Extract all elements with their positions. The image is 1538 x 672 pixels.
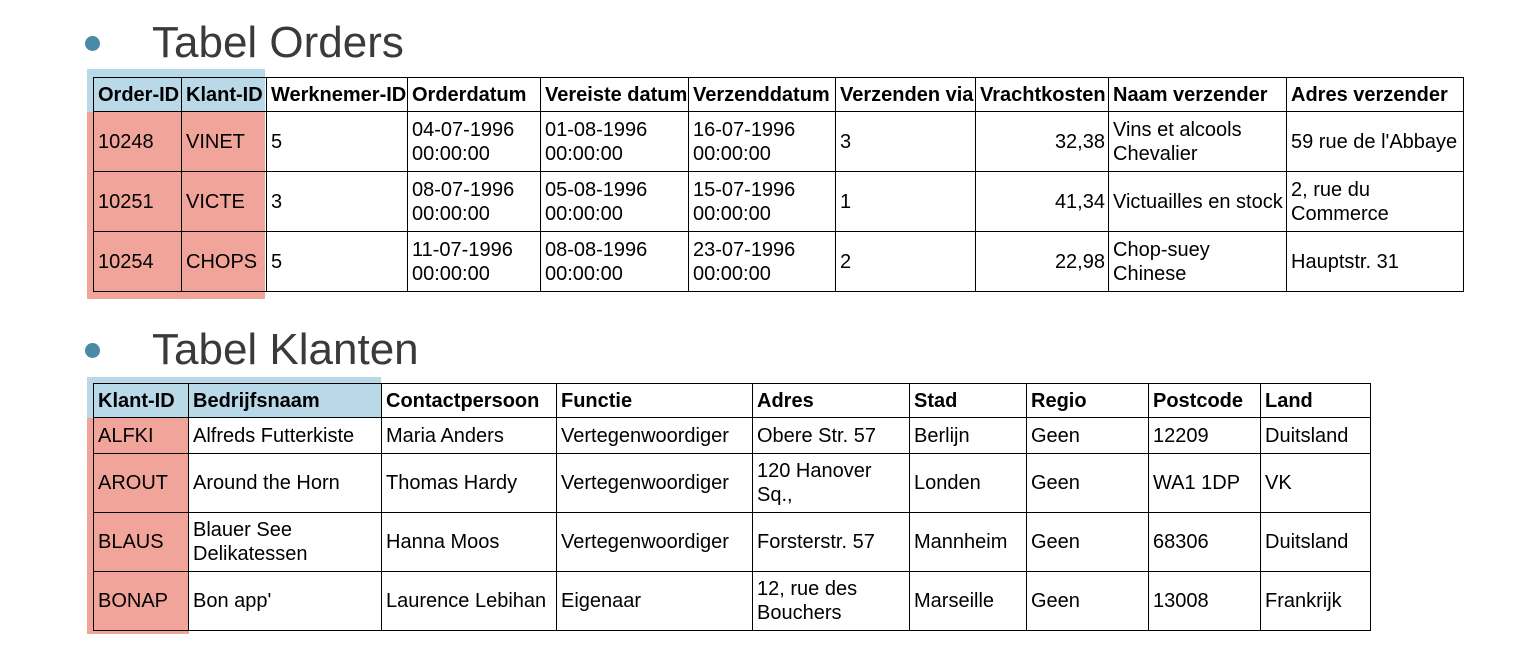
table-cell: VK: [1261, 454, 1371, 513]
table-cell: 120 Hanover Sq.,: [753, 454, 910, 513]
table-cell: Mannheim: [910, 513, 1027, 572]
column-header: Verzenden via: [836, 78, 976, 112]
table-cell: Around the Horn: [189, 454, 382, 513]
table-cell: 2, rue du Commerce: [1287, 172, 1464, 232]
table-cell: VINET: [182, 112, 267, 172]
table-cell: 08-07-1996 00:00:00: [408, 172, 541, 232]
table-cell: 5: [267, 232, 408, 292]
column-header: Stad: [910, 384, 1027, 418]
table-cell: Maria Anders: [382, 418, 557, 454]
orders-header-row: [94, 78, 1464, 112]
table-cell: 12209: [1149, 418, 1261, 454]
bullet-icon: [85, 343, 100, 358]
table-cell: Blauer See Delikatessen: [189, 513, 382, 572]
table-cell: AROUT: [94, 454, 189, 513]
klanten-heading: Tabel Klanten: [152, 325, 419, 374]
table-cell: Geen: [1027, 418, 1149, 454]
table-cell: 10254: [94, 232, 182, 292]
table-cell: Geen: [1027, 572, 1149, 631]
table-cell: BLAUS: [94, 513, 189, 572]
orders-heading: Tabel Orders: [152, 18, 404, 67]
table-cell: Hauptstr. 31: [1287, 232, 1464, 292]
table-cell: Geen: [1027, 454, 1149, 513]
column-header: Vereiste datum: [541, 78, 689, 112]
table-cell: BONAP: [94, 572, 189, 631]
column-header: Land: [1261, 384, 1371, 418]
table-row: [94, 232, 1464, 292]
table-cell: VICTE: [182, 172, 267, 232]
table-cell: Londen: [910, 454, 1027, 513]
table-cell: WA1 1DP: [1149, 454, 1261, 513]
table-row: [94, 172, 1464, 232]
klanten-header-row: [94, 384, 1371, 418]
table-cell: 13008: [1149, 572, 1261, 631]
table-cell: 32,38: [976, 112, 1109, 172]
column-header: Contactpersoon: [382, 384, 557, 418]
table-cell: 1: [836, 172, 976, 232]
table-cell: 16-07-1996 00:00:00: [689, 112, 836, 172]
table-cell: Berlijn: [910, 418, 1027, 454]
table-cell: Vertegenwoordiger: [557, 418, 753, 454]
table-cell: 04-07-1996 00:00:00: [408, 112, 541, 172]
table-cell: Hanna Moos: [382, 513, 557, 572]
table-cell: Vertegenwoordiger: [557, 513, 753, 572]
bullet-icon: [85, 36, 100, 51]
table-cell: 05-08-1996 00:00:00: [541, 172, 689, 232]
column-header: Verzenddatum: [689, 78, 836, 112]
table-cell: 23-07-1996 00:00:00: [689, 232, 836, 292]
column-header: Orderdatum: [408, 78, 541, 112]
table-cell: 3: [836, 112, 976, 172]
table-row: [94, 112, 1464, 172]
column-header: Naam verzender: [1109, 78, 1287, 112]
table-cell: Bon app': [189, 572, 382, 631]
table-cell: 59 rue de l'Abbaye: [1287, 112, 1464, 172]
column-header: Postcode: [1149, 384, 1261, 418]
table-cell: Laurence Lebihan: [382, 572, 557, 631]
column-header: Vrachtkosten: [976, 78, 1109, 112]
table-row: [94, 454, 1371, 513]
table-row: [94, 572, 1371, 631]
table-cell: 15-07-1996 00:00:00: [689, 172, 836, 232]
table-cell: 12, rue des Bouchers: [753, 572, 910, 631]
table-cell: 2: [836, 232, 976, 292]
table-cell: Duitsland: [1261, 513, 1371, 572]
column-header: Order-ID: [94, 78, 182, 112]
table-cell: 3: [267, 172, 408, 232]
table-cell: Duitsland: [1261, 418, 1371, 454]
table-cell: Chop-suey Chinese: [1109, 232, 1287, 292]
table-row: [94, 418, 1371, 454]
column-header: Functie: [557, 384, 753, 418]
table-cell: 10251: [94, 172, 182, 232]
table-cell: Eigenaar: [557, 572, 753, 631]
table-cell: Thomas Hardy: [382, 454, 557, 513]
orders-table: [93, 77, 1464, 292]
table-cell: Marseille: [910, 572, 1027, 631]
table-cell: Forsterstr. 57: [753, 513, 910, 572]
table-cell: 01-08-1996 00:00:00: [541, 112, 689, 172]
table-cell: Alfreds Futterkiste: [189, 418, 382, 454]
table-cell: 22,98: [976, 232, 1109, 292]
table-cell: Vins et alcools Chevalier: [1109, 112, 1287, 172]
column-header: Adres verzender: [1287, 78, 1464, 112]
column-header: Regio: [1027, 384, 1149, 418]
klanten-table: [93, 383, 1371, 631]
table-cell: Obere Str. 57: [753, 418, 910, 454]
table-cell: 10248: [94, 112, 182, 172]
table-cell: Geen: [1027, 513, 1149, 572]
table-cell: Victuailles en stock: [1109, 172, 1287, 232]
table-cell: 41,34: [976, 172, 1109, 232]
column-header: Klant-ID: [94, 384, 189, 418]
table-cell: Frankrijk: [1261, 572, 1371, 631]
column-header: Werknemer-ID: [267, 78, 408, 112]
column-header: Klant-ID: [182, 78, 267, 112]
table-cell: 68306: [1149, 513, 1261, 572]
table-cell: Vertegenwoordiger: [557, 454, 753, 513]
table-cell: 11-07-1996 00:00:00: [408, 232, 541, 292]
column-header: Bedrijfsnaam: [189, 384, 382, 418]
table-row: [94, 513, 1371, 572]
table-cell: 08-08-1996 00:00:00: [541, 232, 689, 292]
table-cell: 5: [267, 112, 408, 172]
column-header: Adres: [753, 384, 910, 418]
table-cell: ALFKI: [94, 418, 189, 454]
table-cell: CHOPS: [182, 232, 267, 292]
